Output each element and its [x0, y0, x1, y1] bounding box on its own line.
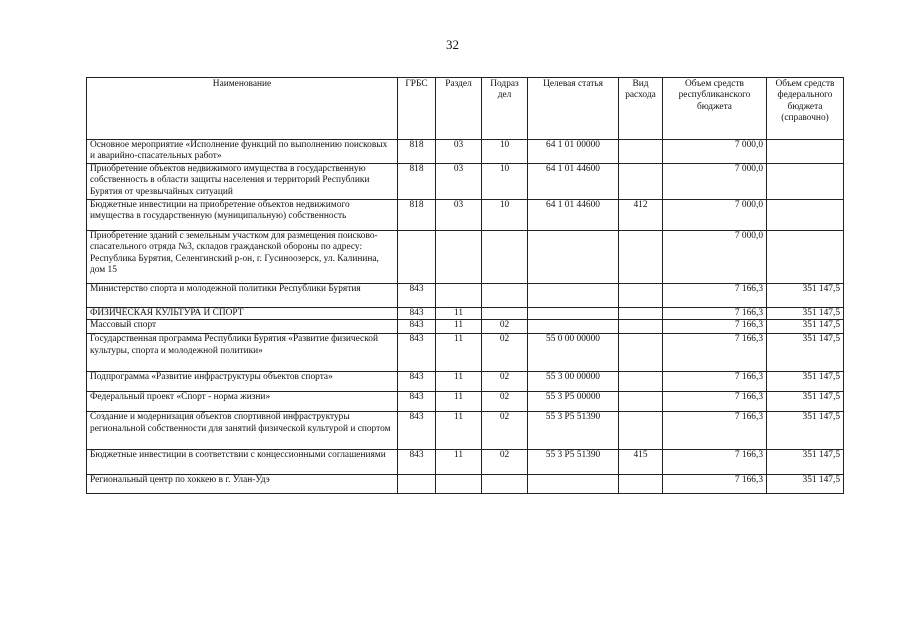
table-row [87, 334, 844, 372]
page-number: 32 [446, 37, 459, 52]
cell-name: Региональный центр по хоккею в г. Улан-Удэ [87, 475, 398, 494]
cell-grbs [398, 231, 436, 284]
cell-podrazdel: 10 [482, 164, 528, 200]
cell-vid: 415 [619, 450, 663, 475]
cell-vid [619, 412, 663, 450]
cell-razdel: 11 [436, 308, 482, 320]
cell-vid [619, 140, 663, 164]
cell-statya: 55 3 P5 51390 [528, 450, 619, 475]
cell-razdel: 03 [436, 200, 482, 231]
header-vid: Вид расхода [619, 78, 663, 140]
cell-statya: 55 3 P5 51390 [528, 412, 619, 450]
cell-republican-budget: 7 166,3 [663, 450, 767, 475]
cell-vid [619, 231, 663, 284]
cell-republican-budget: 7 166,3 [663, 392, 767, 412]
table-row [87, 372, 844, 392]
cell-statya [528, 308, 619, 320]
cell-razdel: 11 [436, 450, 482, 475]
table-row [87, 308, 844, 320]
cell-federal-budget: 351 147,5 [767, 308, 844, 320]
cell-grbs: 843 [398, 308, 436, 320]
cell-grbs: 818 [398, 164, 436, 200]
cell-name: Приобретение объектов недвижимого имущества в государственную собственность в области защиты населения и территорий Республики Бурятия от чрезвычайных ситуаций [87, 164, 398, 200]
table-row [87, 320, 844, 334]
table-body [87, 140, 844, 494]
cell-statya [528, 231, 619, 284]
cell-podrazdel [482, 308, 528, 320]
cell-federal-budget [767, 231, 844, 284]
cell-razdel [436, 231, 482, 284]
cell-republican-budget: 7 166,3 [663, 320, 767, 334]
header-republican-budget: Объем средств республиканского бюджета [663, 78, 767, 140]
header-grbs: ГРБС [398, 78, 436, 140]
cell-republican-budget: 7 166,3 [663, 284, 767, 308]
cell-vid [619, 284, 663, 308]
cell-name: Массовый спорт [87, 320, 398, 334]
cell-vid [619, 392, 663, 412]
cell-grbs: 818 [398, 200, 436, 231]
cell-federal-budget: 351 147,5 [767, 372, 844, 392]
table-row [87, 412, 844, 450]
cell-vid [619, 308, 663, 320]
cell-republican-budget: 7 166,3 [663, 372, 767, 392]
cell-statya: 55 3 P5 00000 [528, 392, 619, 412]
cell-statya: 64 1 01 44600 [528, 164, 619, 200]
cell-vid [619, 320, 663, 334]
cell-razdel: 11 [436, 320, 482, 334]
cell-vid [619, 164, 663, 200]
cell-razdel: 03 [436, 164, 482, 200]
cell-statya: 55 0 00 00000 [528, 334, 619, 372]
cell-podrazdel: 02 [482, 450, 528, 475]
cell-federal-budget: 351 147,5 [767, 320, 844, 334]
cell-podrazdel: 10 [482, 200, 528, 231]
cell-federal-budget: 351 147,5 [767, 392, 844, 412]
cell-name: Государственная программа Республики Бурятия «Развитие физической культуры, спорта и молодежной политики» [87, 334, 398, 372]
cell-podrazdel: 10 [482, 140, 528, 164]
cell-podrazdel [482, 284, 528, 308]
cell-podrazdel [482, 231, 528, 284]
cell-podrazdel: 02 [482, 392, 528, 412]
budget-table [86, 77, 844, 494]
cell-federal-budget: 351 147,5 [767, 450, 844, 475]
cell-name: Приобретение зданий с земельным участком для размещения поисково-спасательного отряда №3, складов гражданской обороны по адресу: Республика Бурятия, Селенгинский р-он, г. Гусиноозерск, ул. Калинина, дом 15 [87, 231, 398, 284]
cell-razdel [436, 475, 482, 494]
cell-republican-budget: 7 166,3 [663, 475, 767, 494]
cell-statya: 55 3 00 00000 [528, 372, 619, 392]
table-row [87, 284, 844, 308]
cell-name: Федеральный проект «Спорт - норма жизни» [87, 392, 398, 412]
cell-name: Подпрограмма «Развитие инфраструктуры объектов спорта» [87, 372, 398, 392]
cell-name: Основное мероприятие «Исполнение функций по выполнению поисковых и аварийно-спасательных работ» [87, 140, 398, 164]
table-row [87, 164, 844, 200]
cell-name: Министерство спорта и молодежной политики Республики Бурятия [87, 284, 398, 308]
cell-grbs: 843 [398, 392, 436, 412]
header-federal-budget: Объем средств федерального бюджета (справочно) [767, 78, 844, 140]
cell-vid [619, 475, 663, 494]
cell-razdel: 11 [436, 412, 482, 450]
cell-razdel: 11 [436, 372, 482, 392]
cell-grbs: 843 [398, 450, 436, 475]
cell-statya [528, 284, 619, 308]
cell-statya [528, 475, 619, 494]
cell-republican-budget: 7 166,3 [663, 412, 767, 450]
cell-podrazdel [482, 475, 528, 494]
cell-grbs: 818 [398, 140, 436, 164]
table-row [87, 140, 844, 164]
cell-republican-budget: 7 000,0 [663, 140, 767, 164]
cell-podrazdel: 02 [482, 372, 528, 392]
cell-name: ФИЗИЧЕСКАЯ КУЛЬТУРА И СПОРТ [87, 308, 398, 320]
cell-name: Создание и модернизация объектов спортивной инфраструктуры региональной собственности для занятий физической культурой и спортом [87, 412, 398, 450]
cell-federal-budget [767, 140, 844, 164]
cell-razdel: 03 [436, 140, 482, 164]
cell-republican-budget: 7 000,0 [663, 231, 767, 284]
header-podrazdel: Подраз дел [482, 78, 528, 140]
header-razdel: Раздел [436, 78, 482, 140]
cell-statya [528, 320, 619, 334]
cell-grbs: 843 [398, 334, 436, 372]
cell-vid [619, 334, 663, 372]
table-row [87, 475, 844, 494]
table-row [87, 450, 844, 475]
cell-razdel [436, 284, 482, 308]
header-name: Наименование [87, 78, 398, 140]
cell-razdel: 11 [436, 334, 482, 372]
cell-republican-budget: 7 166,3 [663, 334, 767, 372]
cell-grbs: 843 [398, 284, 436, 308]
header-statya: Целевая статья [528, 78, 619, 140]
cell-republican-budget: 7 166,3 [663, 308, 767, 320]
table-header-row [87, 78, 844, 140]
table-row [87, 200, 844, 231]
cell-grbs: 843 [398, 372, 436, 392]
cell-vid [619, 372, 663, 392]
cell-vid: 412 [619, 200, 663, 231]
cell-grbs: 843 [398, 320, 436, 334]
cell-federal-budget: 351 147,5 [767, 334, 844, 372]
table-row [87, 392, 844, 412]
cell-federal-budget: 351 147,5 [767, 475, 844, 494]
cell-podrazdel: 02 [482, 412, 528, 450]
cell-grbs: 843 [398, 412, 436, 450]
cell-razdel: 11 [436, 392, 482, 412]
cell-republican-budget: 7 000,0 [663, 200, 767, 231]
cell-federal-budget [767, 164, 844, 200]
cell-name: Бюджетные инвестиции на приобретение объектов недвижимого имущества в государственную (муниципальную) собственность [87, 200, 398, 231]
cell-podrazdel: 02 [482, 334, 528, 372]
table-row [87, 231, 844, 284]
cell-republican-budget: 7 000,0 [663, 164, 767, 200]
cell-grbs [398, 475, 436, 494]
cell-federal-budget [767, 200, 844, 231]
cell-statya: 64 1 01 44600 [528, 200, 619, 231]
cell-podrazdel: 02 [482, 320, 528, 334]
cell-federal-budget: 351 147,5 [767, 284, 844, 308]
cell-statya: 64 1 01 00000 [528, 140, 619, 164]
cell-federal-budget: 351 147,5 [767, 412, 844, 450]
cell-name: Бюджетные инвестиции в соответствии с концессионными соглашениями [87, 450, 398, 475]
